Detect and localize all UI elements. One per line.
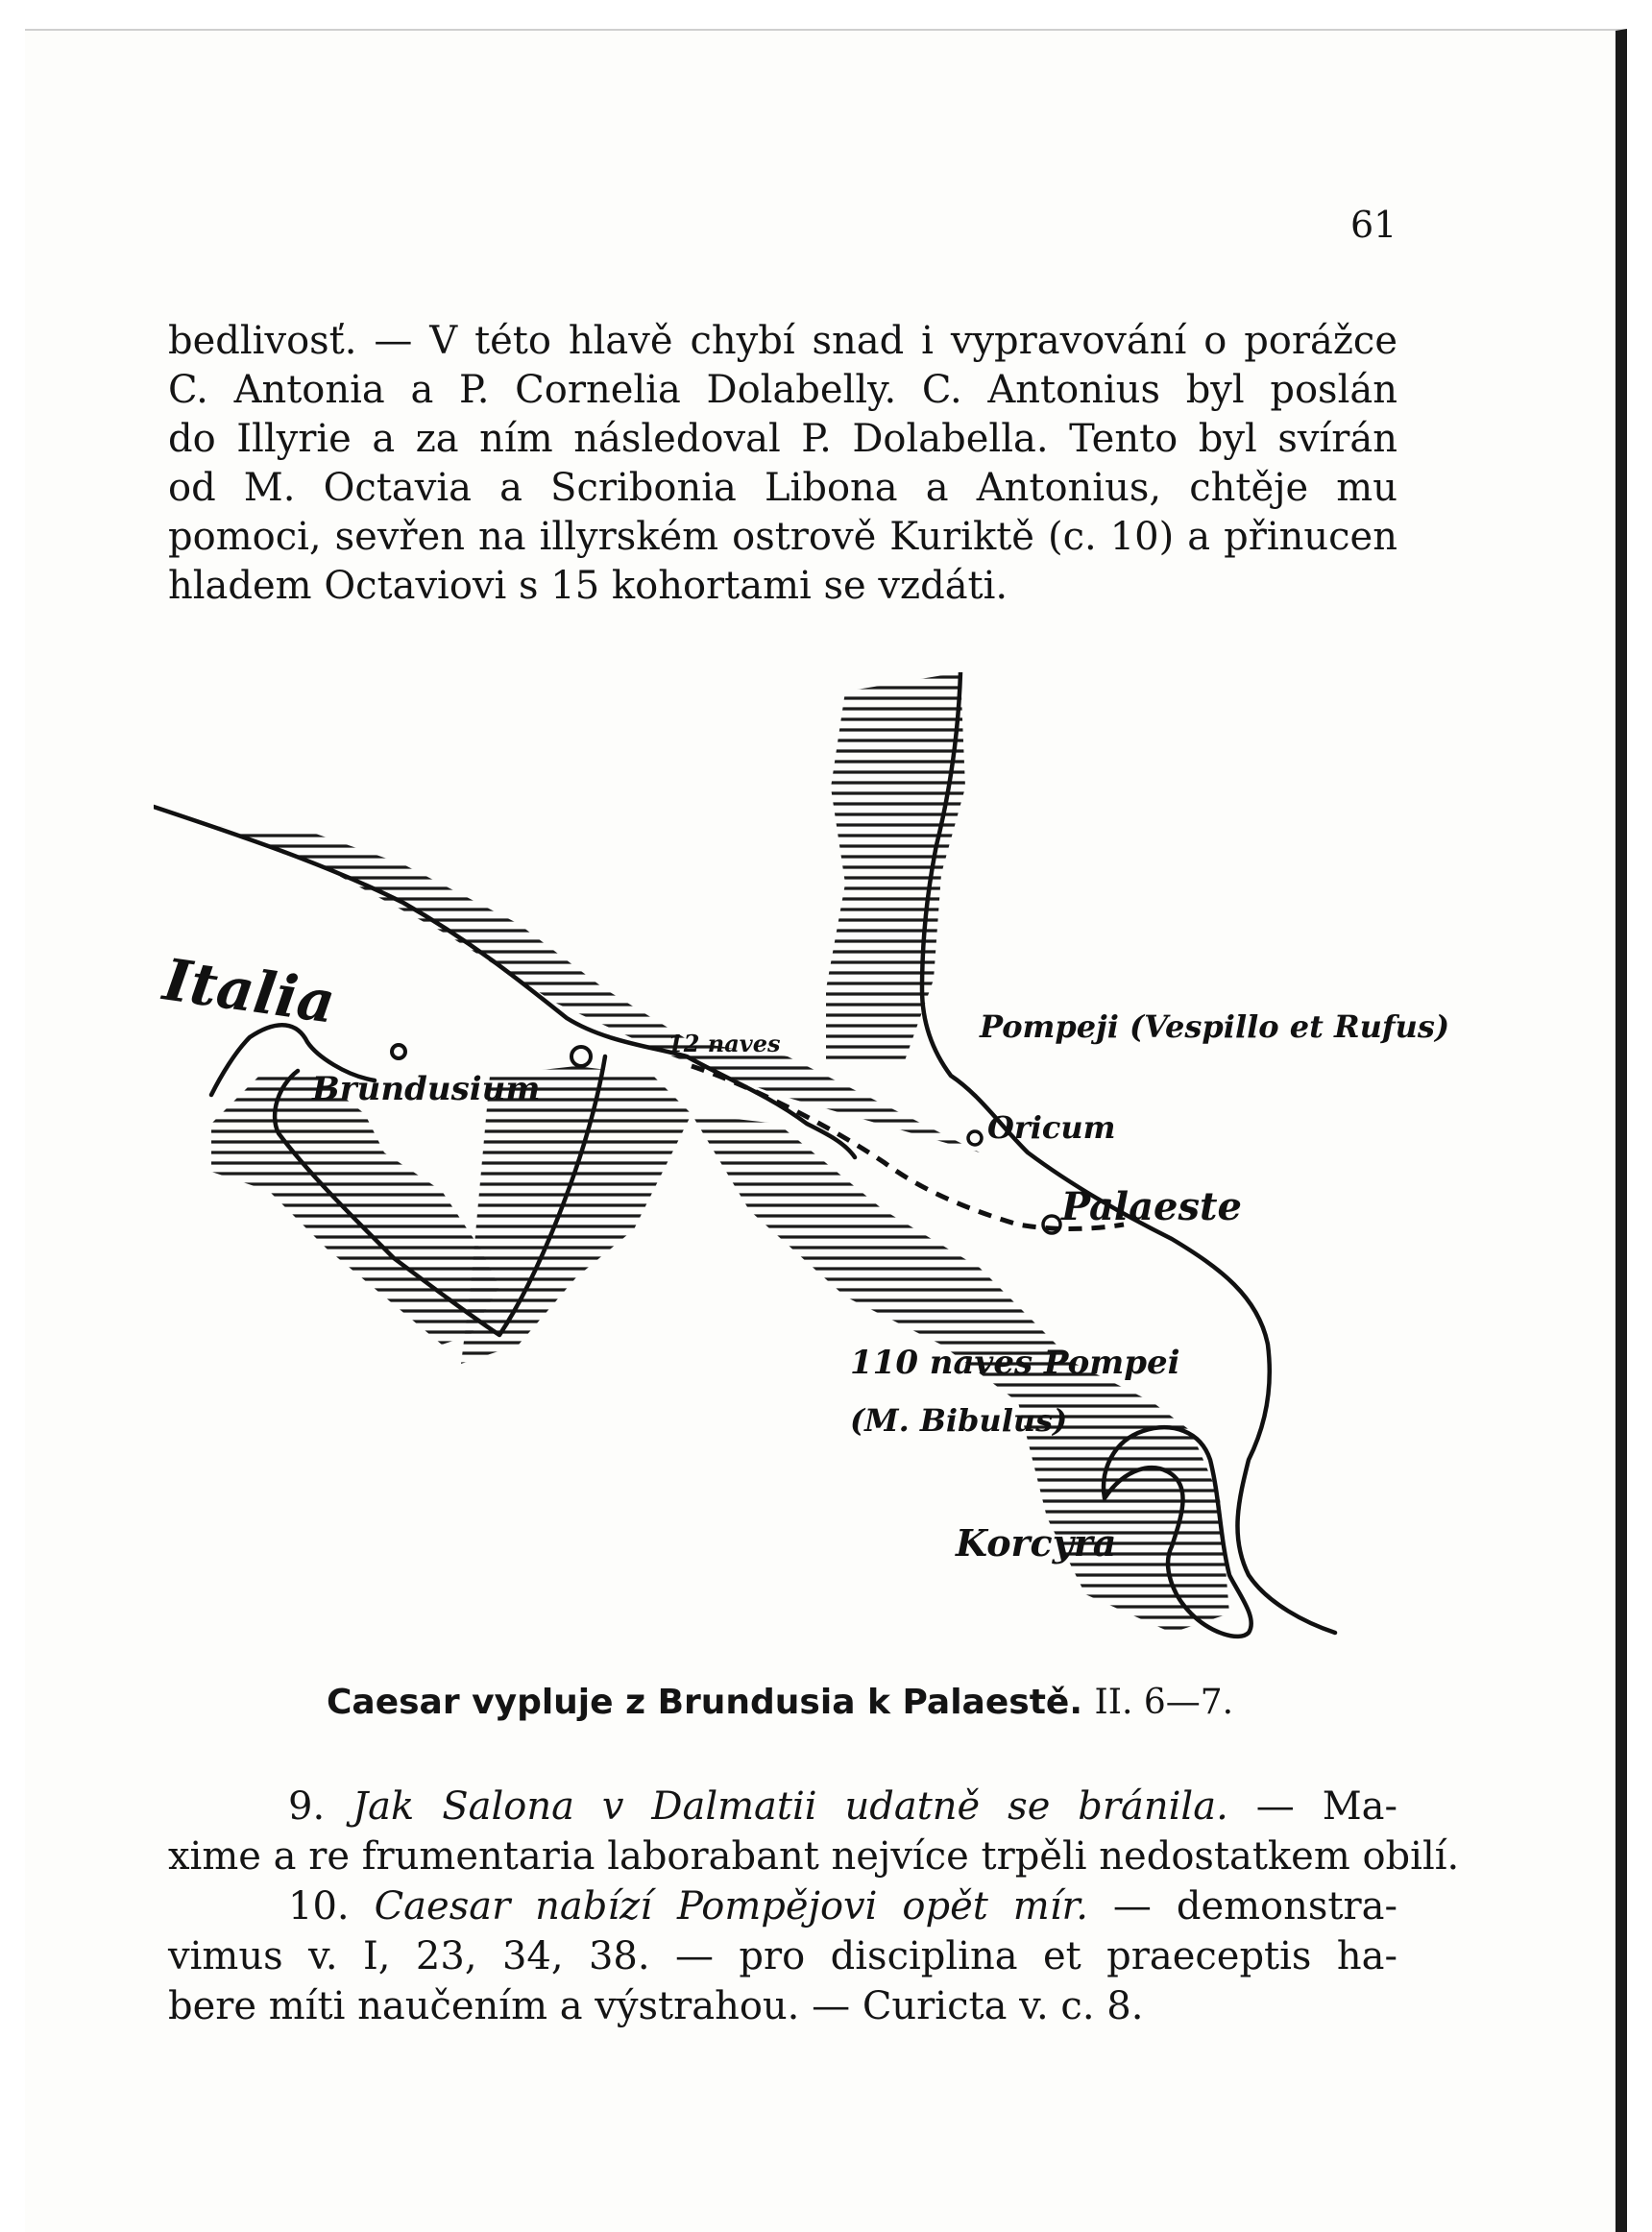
caption-title: Caesar vypluje z Brundusia k Palaestě. xyxy=(327,1683,1082,1722)
label-oricum: Oricum xyxy=(987,1109,1116,1146)
map-caption xyxy=(327,1683,1287,1722)
label-brundusium: Brundusium xyxy=(312,1070,541,1108)
note-9-number: 9. xyxy=(288,1784,326,1829)
label-italia: Italia xyxy=(158,946,340,1037)
label-korcyra: Korcyra xyxy=(956,1521,1117,1565)
body-line: hladem Octaviovi s 15 kohortami se vzdáti. xyxy=(168,564,1008,608)
page-number: 61 xyxy=(1350,204,1397,246)
note-9-line-2: xime a re frumentaria laborabant nejvíce trpěli nedostatkem obilí. xyxy=(168,1834,1460,1879)
label-bibulus: (M. Bibulus) xyxy=(850,1402,1068,1439)
body-line: pomoci, sevřen na illyrském ostrově Kuriktě (c. 10) a přinucen xyxy=(168,515,1397,559)
label-ships-pompei: 110 naves Pompei xyxy=(850,1344,1180,1382)
brundusium-point xyxy=(571,1047,591,1066)
body-line: C. Antonia a P. Cornelia Dolabelly. C. Antonius byl poslán xyxy=(168,368,1397,412)
label-palaeste: Palaeste xyxy=(1061,1184,1242,1229)
note-10-number: 10. xyxy=(288,1884,350,1929)
body-line: do Illyrie a za ním následoval P. Dolabella. Tento byl svírán xyxy=(168,417,1397,461)
note-9-line-1 xyxy=(168,1782,1397,1832)
sea-hatching xyxy=(206,672,1229,1633)
italia-point xyxy=(392,1045,405,1058)
note-9-title: Jak Salona v Dalmatii udatně se bránila. xyxy=(352,1784,1228,1829)
caption-reference: II. 6—7. xyxy=(1094,1683,1234,1722)
body-paragraph xyxy=(168,317,1397,611)
note-10-title: Caesar nabízí Pompějovi opět mír. xyxy=(374,1884,1088,1929)
note-10-line-3: bere míti naučením a výstrahou. — Curicta v. c. 8. xyxy=(168,1984,1144,2028)
note-9-text: — Ma- xyxy=(1255,1784,1398,1829)
body-line: od M. Octavia a Scribonia Libona a Antonius, chtěje mu xyxy=(168,466,1397,510)
label-ships-caesar: 12 naves xyxy=(668,1030,781,1057)
note-10-text: — demonstra- xyxy=(1112,1884,1397,1929)
note-10-line-2: vimus v. I, 23, 34, 38. — pro disciplina et praeceptis ha- xyxy=(168,1934,1397,1978)
map-illustration xyxy=(154,672,1460,1642)
note-10-line-1 xyxy=(168,1881,1397,1931)
oricum-point xyxy=(968,1131,982,1145)
label-pompeji: Pompeji (Vespillo et Rufus) xyxy=(980,1008,1450,1045)
notes-section xyxy=(168,1782,1460,2031)
body-line: bedlivosť. — V této hlavě chybí snad i vypravování o porážce xyxy=(168,319,1397,363)
